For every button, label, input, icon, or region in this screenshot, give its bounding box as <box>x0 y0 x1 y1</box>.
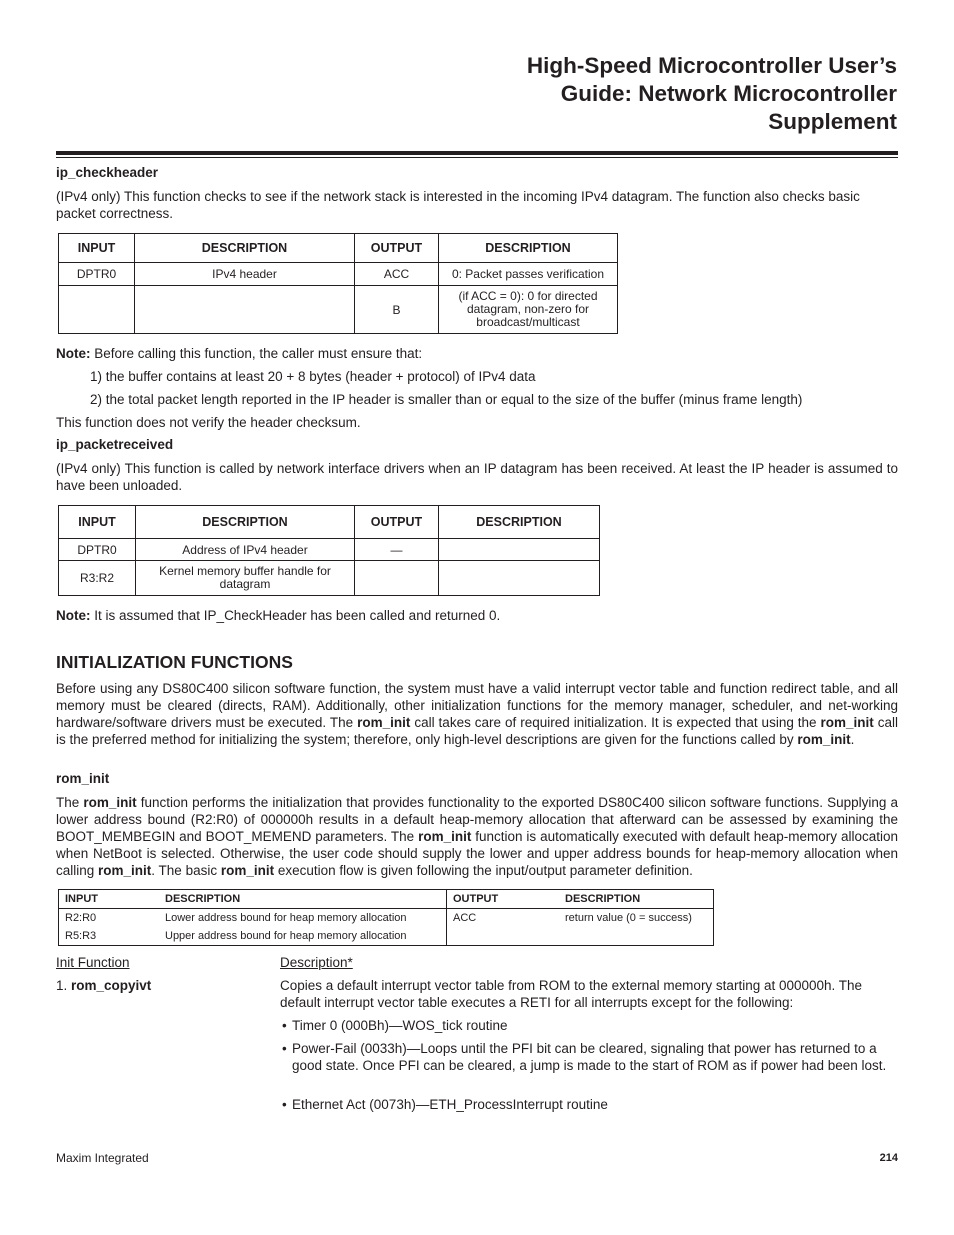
table-cell: DPTR0 <box>59 263 135 286</box>
header-rule-thick <box>56 151 898 155</box>
table-cell: B <box>355 286 439 334</box>
table-header-cell: DESCRIPTION <box>559 890 714 909</box>
code-term: rom_init <box>357 715 411 730</box>
text-run: . The basic <box>151 863 221 878</box>
table-row <box>59 263 618 286</box>
text-run: . <box>850 732 855 747</box>
table-header-cell: OUTPUT <box>355 234 439 263</box>
rom-init-table <box>58 889 714 946</box>
table-cell: IPv4 header <box>135 263 355 286</box>
table-cell: Lower address bound for heap memory allocation <box>165 912 407 924</box>
ip-checkheader-note <box>56 345 422 362</box>
table-header-cell: OUTPUT <box>447 890 560 909</box>
table-header-row <box>59 890 714 909</box>
column-header-init-function: Init Function <box>56 955 130 970</box>
text-run: The <box>56 795 84 810</box>
table-header-cell: DESCRIPTION <box>136 506 355 539</box>
init-function-description: Copies a default interrupt vector table from ROM to the external memory starting at 000000h. The default interrupt vector table executes a RETI for all interrupts except for the following: <box>280 978 863 1010</box>
list-item: 1) the buffer contains at least 20 + 8 bytes (header + protocol) of IPv4 data <box>90 369 536 384</box>
table-cell <box>447 927 560 946</box>
note-text: It is assumed that IP_CheckHeader has been called and returned 0. <box>90 608 501 623</box>
text-run: Before using any DS80C400 silicon software function, the system must have a valid interrupt vector table and function redirect table, and all memory must be cleared (directs, RAM). Additionally, other initialization functions for the memory manager, scheduler, and net-working hardware/software drivers must be executed. The <box>56 681 898 730</box>
table-cell <box>355 561 439 596</box>
init-function-item <box>56 977 151 994</box>
table-header-cell: DESCRIPTION <box>439 234 618 263</box>
table-cell: — <box>355 539 439 561</box>
table-cell: Address of IPv4 header <box>136 539 355 561</box>
table-cell: (if ACC = 0): 0 for directed datagram, non-zero for broadcast/multicast <box>439 286 618 334</box>
note-label: Note: <box>56 608 91 623</box>
code-term: rom_init <box>418 829 472 844</box>
note-text: Before calling this function, the caller must ensure that: <box>90 346 423 361</box>
page-number: 214 <box>879 1152 898 1164</box>
header-rule-thin <box>56 157 898 158</box>
item-number: 1. <box>56 978 72 993</box>
code-term: rom_init <box>220 863 275 878</box>
bullet-text: Power-Fail (0033h)—Loops until the PFI bit can be cleared, signaling that power has returned to a good state. Once PFI can be cleared, a jump is made to the start of ROM as if power had been lost. <box>292 1041 887 1073</box>
ip-checkheader-heading: ip_checkheader <box>56 165 159 180</box>
table-cell: return value (0 = success) <box>565 912 692 924</box>
table-header-cell: DESCRIPTION <box>159 890 447 909</box>
bullet-icon: • <box>282 1041 287 1056</box>
rom-init-heading: rom_init <box>56 771 110 786</box>
table-row <box>59 927 714 946</box>
footer-company: Maxim Integrated <box>56 1151 149 1165</box>
table-cell: DPTR0 <box>59 539 136 561</box>
table-cell <box>439 561 600 596</box>
page-title <box>337 52 897 136</box>
table-cell: R2:R0 <box>65 912 97 924</box>
table-cell: R5:R3 <box>65 930 97 942</box>
text-run: call takes care of required initialization. It is expected that using the <box>410 715 821 730</box>
table-header-cell: DESCRIPTION <box>439 506 600 539</box>
table-cell: Kernel memory buffer handle for datagram <box>136 561 355 596</box>
code-term: rom_init <box>797 732 851 747</box>
table-cell <box>559 927 714 946</box>
init-paragraph-1 <box>56 680 898 748</box>
section-heading: INITIALIZATION FUNCTIONS <box>56 652 293 672</box>
table-header-row <box>59 506 600 539</box>
table-header-cell: INPUT <box>59 506 136 539</box>
table-cell: R3:R2 <box>59 561 136 596</box>
table-header-cell: OUTPUT <box>355 506 439 539</box>
text-run: call is the preferred method for initializing the system; therefore, only high-level descriptions are given for the functions called by <box>56 715 898 747</box>
item-name: rom_copyivt <box>71 978 152 993</box>
code-term: rom_init <box>98 863 152 878</box>
bullet-icon: • <box>282 1018 287 1033</box>
table-row <box>59 561 600 596</box>
ip-checkheader-table <box>58 233 618 334</box>
column-header-description: Description* <box>280 955 353 970</box>
bullet-item <box>280 1096 898 1113</box>
bullet-item <box>280 1017 898 1034</box>
ip-checkheader-body: (IPv4 only) This function checks to see if the network stack is interested in the incoming IPv4 datagram. The function also checks basic packet correctness. <box>56 189 860 221</box>
bullet-text: Ethernet Act (0073h)—ETH_ProcessInterrupt routine <box>292 1097 608 1112</box>
ip-packetreceived-body: (IPv4 only) This function is called by network interface drivers when an IP datagram has been received. At least the IP header is assumed to have been unloaded. <box>56 461 898 493</box>
table-header-cell: INPUT <box>59 890 160 909</box>
init-paragraph-2 <box>56 794 898 879</box>
table-row <box>59 909 714 928</box>
table-header-row <box>59 234 618 263</box>
table-header-cell: INPUT <box>59 234 135 263</box>
table-header-cell: DESCRIPTION <box>135 234 355 263</box>
table-row <box>59 539 600 561</box>
title-line-2: Guide: Network Microcontroller <box>560 81 897 106</box>
table-cell <box>439 539 600 561</box>
title-line-3: Supplement <box>768 109 897 134</box>
bullet-text: Timer 0 (000Bh)—WOS_tick routine <box>292 1018 508 1033</box>
note-label: Note: <box>56 346 91 361</box>
ip-checkheader-after: This function does not verify the header checksum. <box>56 415 361 430</box>
ip-packetreceived-note <box>56 607 500 624</box>
ip-packetreceived-heading: ip_packetreceived <box>56 437 174 452</box>
table-row <box>59 286 618 334</box>
table-cell: ACC <box>447 909 560 928</box>
title-line-1: High-Speed Microcontroller User’s <box>526 53 897 78</box>
table-cell: 0: Packet passes verification <box>439 263 618 286</box>
table-cell <box>59 286 135 334</box>
table-cell: ACC <box>355 263 439 286</box>
text-run: execution flow is given following the input/output parameter definition. <box>274 863 693 878</box>
text-run: function performs the initialization that provides functionality to the exported DS80C400 silicon software functions. Supplying a lower address bound (R2:R0) of 000000h results in a default heap-memory allocation that afterward can be assessed by examining the BOOT_MEMBEGIN and BOOT_MEMEND parameters. The <box>56 795 899 844</box>
ip-packetreceived-table <box>58 505 600 596</box>
code-term: rom_init <box>83 795 137 810</box>
table-cell <box>135 286 355 334</box>
bullet-icon: • <box>282 1097 287 1112</box>
list-item: 2) the total packet length reported in the IP header is smaller than or equal to the size of the buffer (minus frame length) <box>90 392 803 407</box>
code-term: rom_init <box>820 715 874 730</box>
text-run: function is automatically executed with default heap-memory allocation when NetBoot is selected. Otherwise, the user code should supply the lower and upper address bounds for heap-memory allocation when calling <box>56 829 898 878</box>
bullet-item <box>280 1040 898 1074</box>
table-cell: Upper address bound for heap memory allocation <box>165 930 407 942</box>
